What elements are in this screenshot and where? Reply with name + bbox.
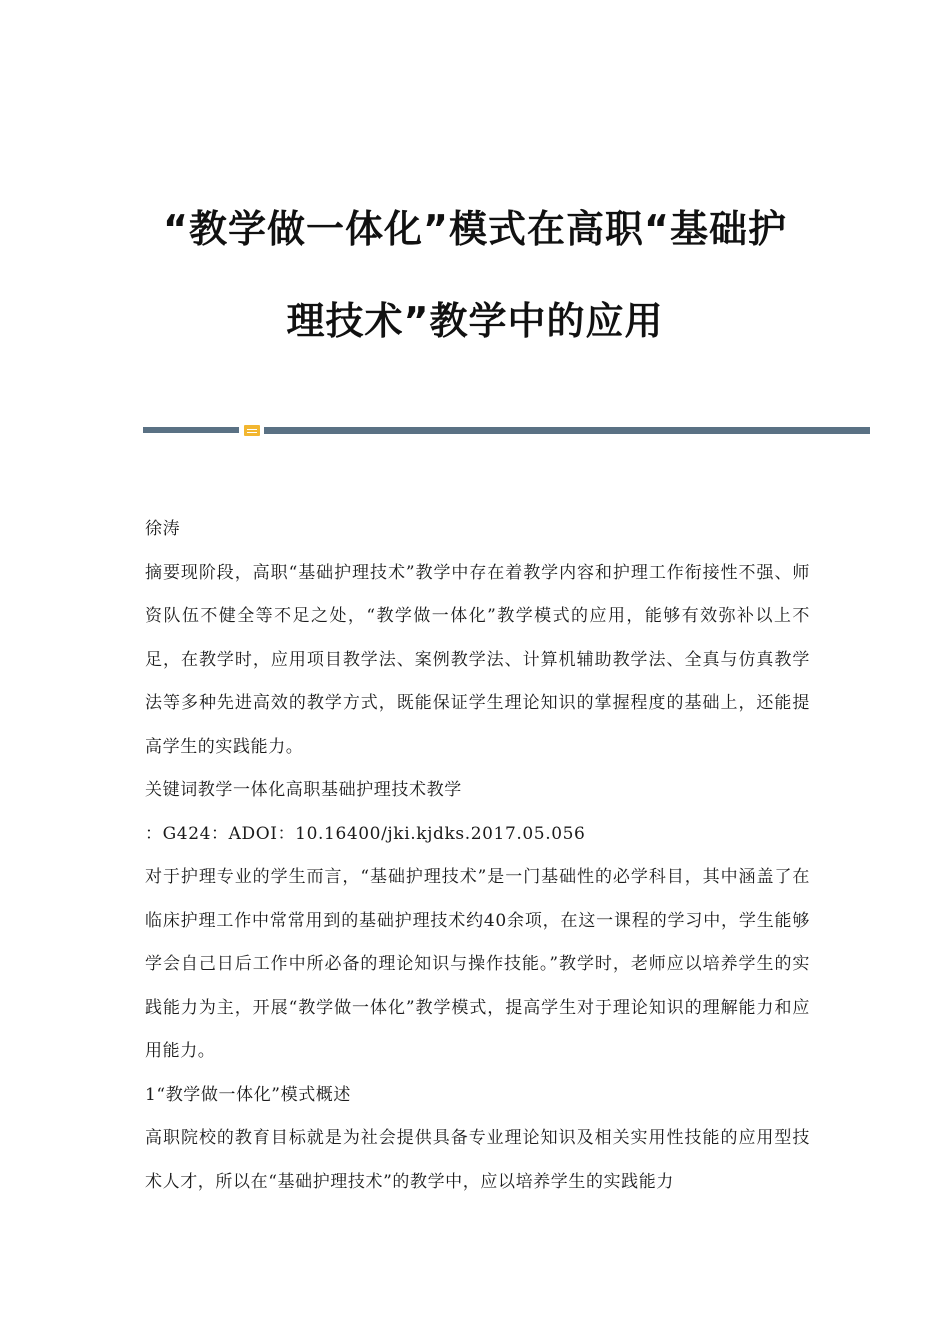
abstract-paragraph: 摘要现阶段，高职“基础护理技术”教学中存在着教学内容和护理工作衔接性不强、师资队伍不健全等不足之处，“教学做一体化”教学模式的应用，能够有效弥补以上不足，在教学时，应用项目教学法、案例教学法、计算机辅助教学法、全真与仿真教学法等多种先进高效的教学方式，既能保证学生理论知识的掌握程度的基础上，还能提高学生的实践能力。 — [145, 562, 810, 757]
divider-bar-right — [264, 427, 870, 434]
title-line-2: 理技术”教学中的应用 — [286, 299, 664, 343]
classification-doi-line: ：G424：ADOI：10.16400/jki.kjdks.2017.05.056 — [145, 823, 586, 844]
section-heading-1: 1“教学做一体化”模式概述 — [145, 1084, 351, 1105]
title-divider — [143, 425, 870, 435]
title-line-1: “教学做一体化”模式在高职“基础护 — [163, 207, 787, 251]
article-body — [145, 508, 810, 1204]
keywords-line: 关键词教学一体化高职基础护理技术教学 — [145, 780, 462, 800]
divider-marker-icon — [244, 425, 260, 436]
intro-paragraph: 对于护理专业的学生而言，“基础护理技术”是一门基础性的必学科目，其中涵盖了在临床护理工作中常常用到的基础护理技术约40余项，在这一课程的学习中，学生能够学会自己日后工作中所必备的理论知识与操作技能。”教学时，老师应以培养学生的实践能力为主，开展“教学做一体化”教学模式，提高学生对于理论知识的理解能力和应用能力。 — [145, 867, 810, 1061]
section-1-paragraph: 高职院校的教育目标就是为社会提供具备专业理论知识及相关实用性技能的应用型技术人才，所以在“基础护理技术”的教学中，应以培养学生的实践能力 — [145, 1128, 810, 1192]
author-name: 徐涛 — [145, 519, 181, 539]
divider-bar-left — [143, 427, 239, 433]
